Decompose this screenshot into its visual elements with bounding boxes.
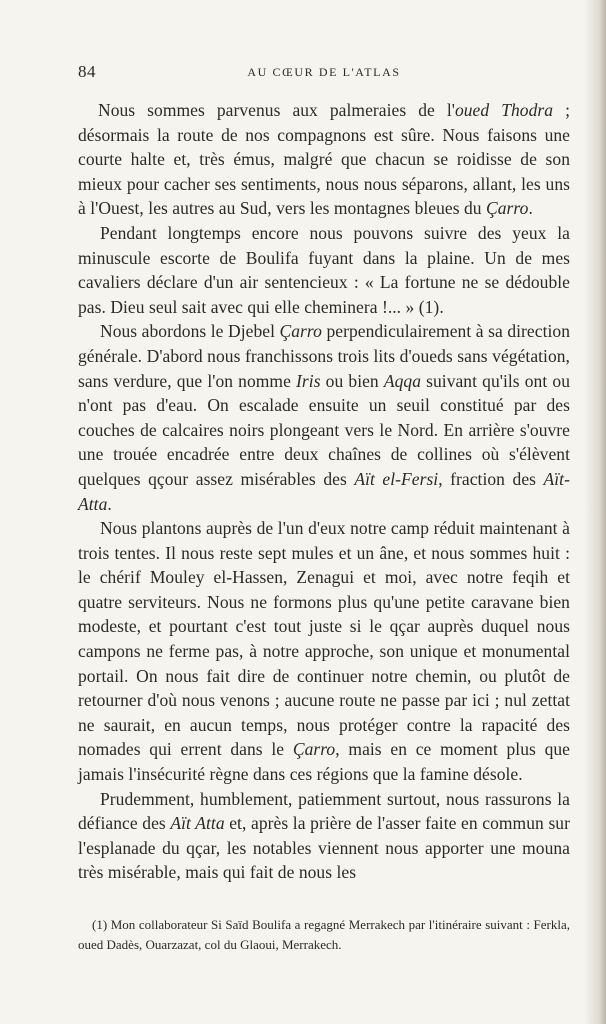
paragraph-5: [78, 787, 570, 885]
italic-run: Çarro: [486, 198, 529, 219]
italic-run: Aqqa: [383, 370, 421, 391]
italic-run: oued Thodra: [454, 100, 554, 120]
text-run: suivant qu'ils ont ou n'ont pas d'eau. On escalade ensuite un seuil constitué par des couches de calcaires noirs plongeant vers le Nord. En arrière s'ouvre une trouée encadrée entre deux chaînes de collines où s'élèvent quelques qçour assez misérables des: [78, 370, 570, 489]
text-run: .: [107, 493, 112, 514]
text-run: ; désormais la route de nos compagnons est sûre. Nous faisons une courte halte et, très émus, malgré que chacun se roidisse de son mieux pour cacher ses sentiments, nous nous séparons, allant, les uns à l'Ouest, les autres au Sud, vers les montagnes bleues du: [78, 100, 570, 219]
paragraph-1: [78, 98, 570, 221]
text-run: perpendiculairement à sa direction générale. D'abord nous franchissons trois lits d'oueds sans végétation, sans verdure, que l'on nomme: [78, 321, 570, 391]
italic-run: Çarro: [279, 321, 322, 342]
footnote: (1) Mon collaborateur Si Saïd Boulifa a regagné Merrakech par l'itinéraire suivant : Ferkla, oued Dadès, Ouarzazat, col du Glaoui, Merrakech.: [78, 917, 570, 952]
paragraph-4: [78, 516, 570, 787]
text-run: et, après la prière de l'asser faite en commun sur l'esplanade du qçar, les notables viennent nous apporter une mouna très misérable, mais qui fait de nous les: [78, 813, 570, 883]
italic-run: Aït el-Fersi: [354, 468, 439, 489]
text-run: Pendant longtemps encore nous pouvons suivre des yeux la minuscule escorte de Boulifa fuyant dans la plaine. Un de mes cavaliers déclare d'un air sentencieux : « La fortune ne se dédouble pas. Dieu seul sait avec qui elle cheminera !... » (1).: [78, 222, 570, 317]
text-run: Nous sommes parvenus aux palmeraies de l': [98, 100, 455, 120]
paragraph-3: [78, 319, 570, 516]
paragraph-2: [78, 221, 570, 319]
page-edge-shadow: [584, 0, 606, 1024]
text-run: .: [528, 198, 533, 219]
page-header: [78, 62, 570, 84]
italic-run: Çarro: [292, 739, 336, 760]
running-head: AU CŒUR DE L'ATLAS: [247, 65, 401, 79]
italic-run: Aït Atta: [170, 813, 225, 834]
text-run: , fraction des: [438, 468, 544, 489]
text-run: Prudemment, humblement, patiemment surtout, nous rassurons la défiance des: [78, 788, 570, 834]
body-text: [78, 98, 570, 885]
page-number: 84: [78, 62, 96, 81]
italic-run: Aït-Atta: [78, 468, 570, 514]
italic-run: Iris: [296, 370, 321, 391]
text-run: Nous abordons le Djebel: [100, 321, 280, 342]
text-run: ou bien: [320, 370, 384, 391]
text-run: Nous plantons auprès de l'un d'eux notre camp réduit maintenant à trois tentes. Il nous reste sept mules et un âne, et nous sommes huit : le chérif Mouley el-Hassen, Zenagui et moi, avec notre feqih et quatre serviteurs. Nous ne formons plus qu'une petite caravane bien modeste, et pourtant c'est tout juste si le qçar auprès duquel nous campons ne ferme pas, à notre approche, son unique et monumental portail. On nous fait dire de continuer notre chemin, ou plutôt de retourner d'où nous venons ; aucune route ne passe par ici ; nul zettat ne saurait, en aucun temps, nous protéger contre la rapacité des nomades qui errent dans le: [78, 518, 570, 760]
text-run: , mais en ce moment plus que jamais l'insécurité règne dans ces régions que la famine désole.: [78, 739, 571, 785]
